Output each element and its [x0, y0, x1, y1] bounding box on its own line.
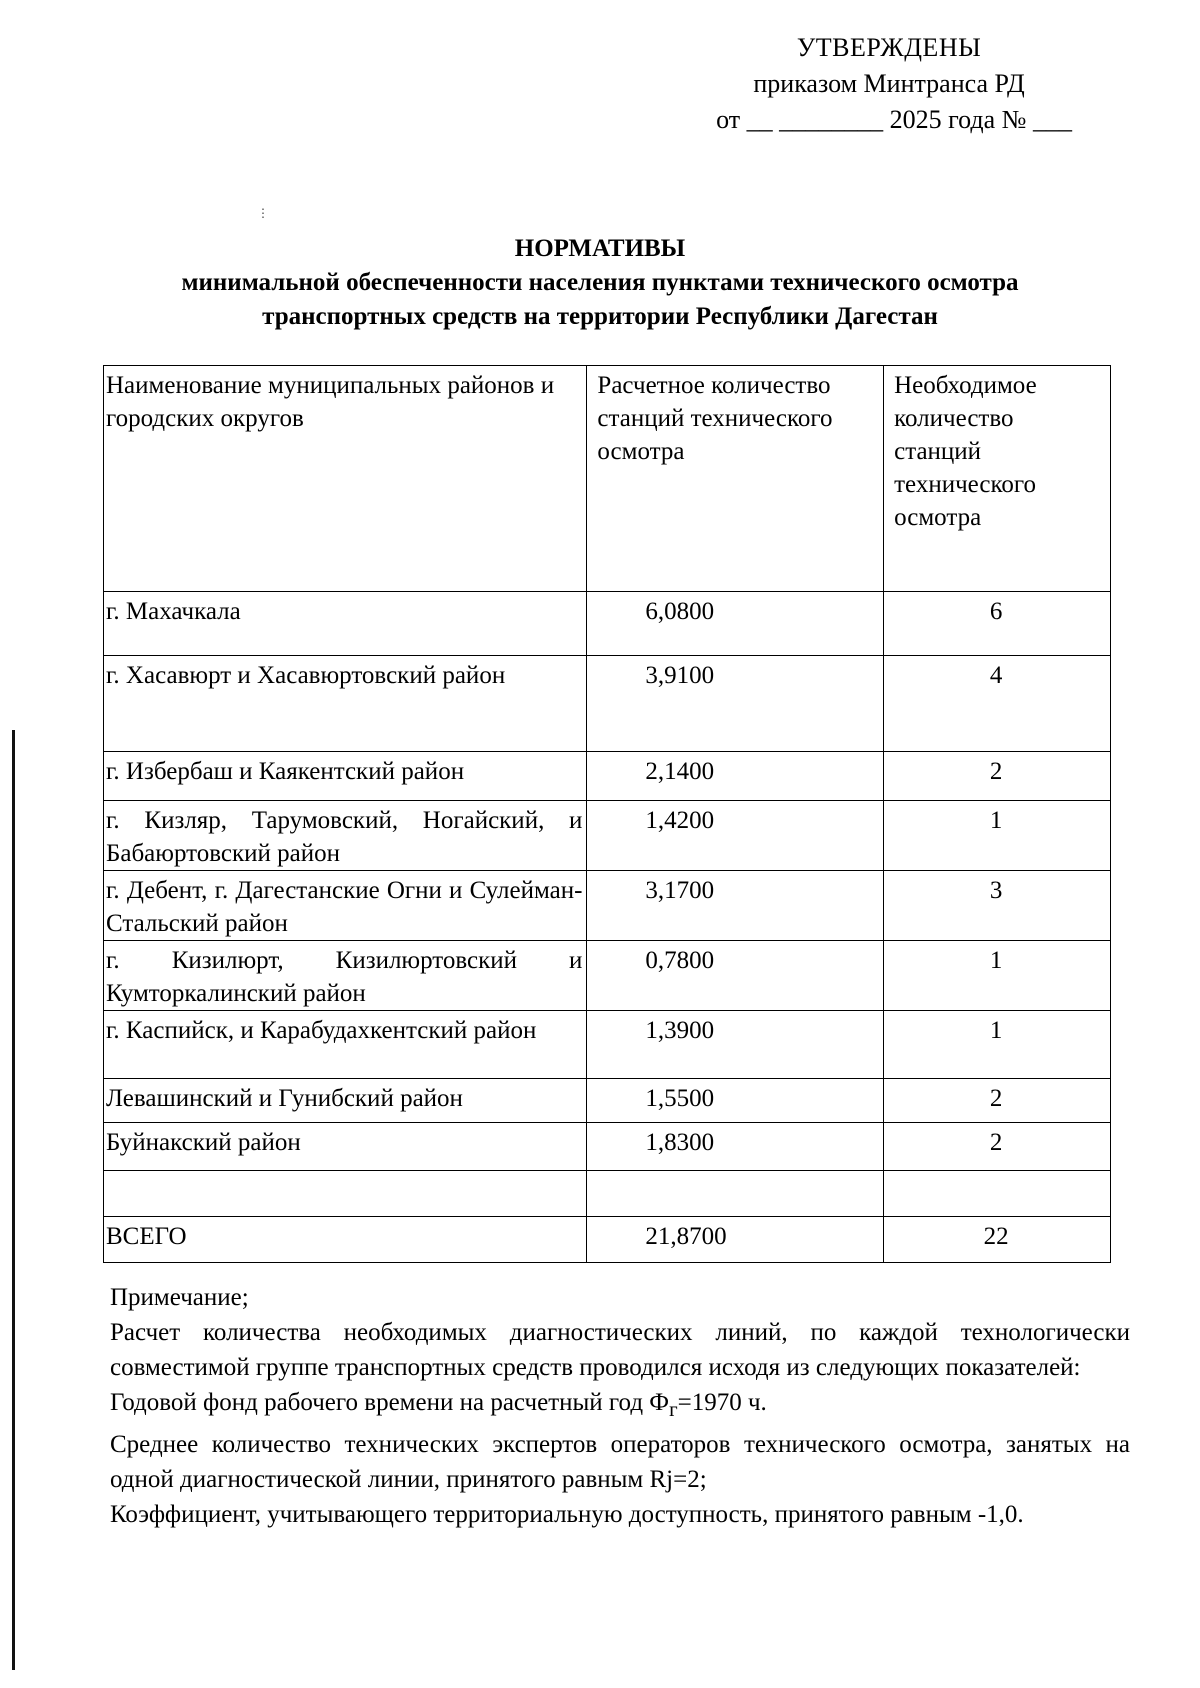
- empty-cell: [587, 1171, 884, 1217]
- calculated-value: 1,8300: [587, 1123, 884, 1171]
- table-row: [104, 941, 1111, 1011]
- table-header-row: [104, 366, 1111, 592]
- note-fund: [110, 1385, 1130, 1427]
- table-row: [104, 1123, 1111, 1171]
- calculated-value: 6,0800: [587, 592, 884, 656]
- note-fund-suffix: =1970 ч.: [677, 1389, 767, 1416]
- calculated-value: 1,5500: [587, 1079, 884, 1123]
- required-value: 3: [884, 871, 1111, 941]
- district-name: г. Каспийск, и Карабудахкентский район: [104, 1011, 587, 1079]
- table-row: [104, 592, 1111, 656]
- total-label: ВСЕГО: [104, 1217, 587, 1263]
- required-value: 2: [884, 752, 1111, 801]
- note-intro: Расчет количества необходимых диагностических линий, по каждой технологически совместимой группе транспортных средств проводился исходя из следующих показателей:: [110, 1319, 1130, 1381]
- required-value: 6: [884, 592, 1111, 656]
- scan-artifact-mark: ⋮: [257, 206, 269, 220]
- empty-table-row: [104, 1171, 1111, 1217]
- district-name: г. Избербаш и Каякентский район: [104, 752, 587, 801]
- note-experts: Среднее количество технических экспертов операторов технического осмотра, занятых на одной диагностической линии, принятого равным Rj=2;: [110, 1431, 1130, 1493]
- note-fund-subscript: г: [669, 1397, 678, 1421]
- note-label: Примечание;: [110, 1284, 249, 1311]
- note-section: [110, 1280, 1130, 1532]
- approval-order: приказом Минтранса РД: [753, 69, 1025, 98]
- district-name: Буйнакский район: [104, 1123, 587, 1171]
- required-value: 2: [884, 1079, 1111, 1123]
- total-required-value: 22: [884, 1217, 1111, 1263]
- note-coefficient: Коэффициент, учитывающего территориальную доступность, принятого равным -1,0.: [110, 1501, 1024, 1528]
- calculated-value: 0,7800: [587, 941, 884, 1011]
- table-row: [104, 801, 1111, 871]
- note-fund-prefix: Годовой фонд рабочего времени на расчетный год Ф: [110, 1389, 670, 1416]
- document-heading: [0, 232, 1200, 334]
- required-value: 2: [884, 1123, 1111, 1171]
- table-row: [104, 871, 1111, 941]
- approval-title: УТВЕРЖДЕНЫ: [796, 33, 982, 62]
- approval-date-line: от __ ________ 2025 года № ___: [716, 105, 1072, 134]
- district-name: г. Кизилюрт, Кизилюртовский и Кумторкалинский район: [104, 941, 587, 1011]
- district-name: г. Дебент, г. Дагестанские Огни и Сулейман-Стальский район: [104, 871, 587, 941]
- required-value: 1: [884, 801, 1111, 871]
- district-name: г. Кизляр, Тарумовский, Ногайский, и Бабаюртовский район: [104, 801, 587, 871]
- required-value: 4: [884, 656, 1111, 752]
- table-row: [104, 1011, 1111, 1079]
- heading-subtitle-2: транспортных средств на территории Республики Дагестан: [262, 303, 938, 330]
- calculated-value: 3,1700: [587, 871, 884, 941]
- required-value: 1: [884, 941, 1111, 1011]
- required-value: 1: [884, 1011, 1111, 1079]
- district-name: г. Махачкала: [104, 592, 587, 656]
- empty-cell: [104, 1171, 587, 1217]
- district-name: Левашинский и Гунибский район: [104, 1079, 587, 1123]
- district-name: г. Хасавюрт и Хасавюртовский район: [104, 656, 587, 752]
- header-calculated: Расчетное количество станций технического осмотра: [587, 366, 884, 592]
- heading-title: НОРМАТИВЫ: [514, 235, 686, 262]
- scan-margin-line: [12, 730, 15, 1670]
- calculated-value: 3,9100: [587, 656, 884, 752]
- total-row: [104, 1217, 1111, 1263]
- calculated-value: 1,4200: [587, 801, 884, 871]
- approval-block: [716, 30, 1072, 138]
- table-row: [104, 752, 1111, 801]
- heading-subtitle-1: минимальной обеспеченности населения пунктами технического осмотра: [181, 269, 1019, 296]
- table-row: [104, 656, 1111, 752]
- header-district: Наименование муниципальных районов и городских округов: [104, 366, 587, 592]
- table-row: [104, 1079, 1111, 1123]
- standards-table: [103, 365, 1111, 1263]
- total-calculated-value: 21,8700: [587, 1217, 884, 1263]
- header-required: Необходимое количество станций технического осмотра: [884, 366, 1111, 592]
- calculated-value: 2,1400: [587, 752, 884, 801]
- calculated-value: 1,3900: [587, 1011, 884, 1079]
- empty-cell: [884, 1171, 1111, 1217]
